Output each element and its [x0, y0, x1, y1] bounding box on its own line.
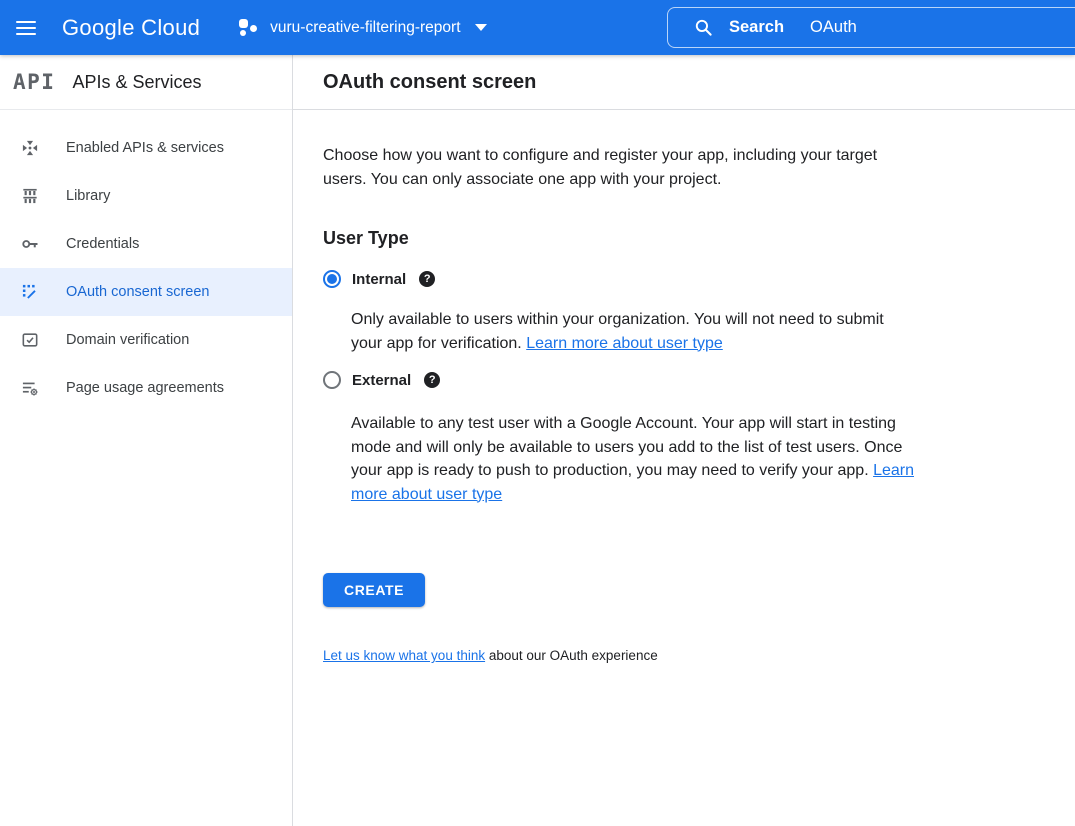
sidebar-item-label: Page usage agreements [66, 380, 224, 396]
sidebar-header [0, 55, 292, 110]
search-icon [694, 18, 713, 37]
app-bar [0, 0, 1075, 55]
menu-button[interactable] [0, 0, 52, 55]
sidebar-item-page-usage-agreements[interactable] [0, 364, 292, 412]
project-switcher[interactable] [238, 17, 486, 39]
help-icon[interactable]: ? [424, 372, 440, 388]
external-description-text: Available to any test user with a Google Account. Your app will start in testing mode and will only be available to users you add to the list of test users. Once your app is ready to push to production, you may need to verify your app. [351, 415, 903, 479]
feedback-note [323, 648, 1075, 663]
external-description [351, 412, 931, 506]
oauth-consent-icon [20, 282, 40, 302]
search-input[interactable] [667, 7, 1075, 48]
page-title: OAuth consent screen [323, 70, 537, 93]
internal-radio-label[interactable]: Internal [352, 270, 407, 288]
internal-radio[interactable] [323, 270, 341, 288]
hamburger-icon [16, 17, 36, 39]
internal-description [351, 308, 893, 355]
feedback-rest-text: about our OAuth experience [485, 648, 658, 663]
intro-text: Choose how you want to configure and register your app, including your target users. You can only associate one app with your project. [323, 147, 878, 188]
search-label: Search [729, 18, 785, 36]
user-type-heading: User Type [323, 228, 409, 248]
project-name: vuru-creative-filtering-report [270, 18, 461, 36]
sidebar-item-label: Credentials [66, 236, 140, 252]
enabled-apis-icon [20, 138, 40, 158]
sidebar-item-enabled-apis[interactable] [0, 124, 292, 172]
api-logo: API [13, 70, 56, 94]
learn-more-link-internal[interactable]: Learn more about user type [526, 334, 723, 352]
page-usage-agreements-icon [20, 378, 40, 398]
external-radio[interactable] [323, 371, 341, 389]
sidebar-item-oauth-consent-screen[interactable] [0, 268, 292, 316]
radio-option-internal [323, 270, 1075, 288]
sidebar-item-label: Library [66, 188, 111, 204]
radio-option-external [323, 371, 1075, 389]
main-content [293, 55, 1075, 826]
create-button[interactable]: CREATE [323, 573, 425, 607]
learn-more-link-external[interactable]: Learn more about user type [351, 462, 914, 503]
chevron-down-icon [475, 24, 487, 31]
sidebar-item-domain-verification[interactable] [0, 316, 292, 364]
sidebar [0, 55, 293, 826]
sidebar-nav [0, 110, 292, 412]
sidebar-title: APIs & Services [72, 71, 202, 92]
sidebar-item-label: Domain verification [66, 332, 190, 348]
feedback-link[interactable]: Let us know what you think [323, 648, 486, 663]
domain-verification-icon [20, 330, 40, 350]
page-header [293, 55, 1075, 110]
help-icon[interactable]: ? [419, 271, 435, 287]
sidebar-item-label: Enabled APIs & services [66, 140, 224, 156]
sidebar-item-credentials[interactable] [0, 220, 292, 268]
library-icon [20, 186, 40, 206]
external-radio-label[interactable]: External [352, 371, 412, 389]
sidebar-item-label: OAuth consent screen [66, 284, 210, 300]
google-cloud-logo[interactable]: Google Cloud [62, 14, 201, 40]
project-icon [238, 17, 260, 39]
internal-description-text: Only available to users within your organization. You will not need to submit your app for verification. [351, 311, 884, 352]
search-query-text: OAuth [810, 18, 857, 36]
sidebar-item-library[interactable] [0, 172, 292, 220]
key-icon [20, 234, 40, 254]
